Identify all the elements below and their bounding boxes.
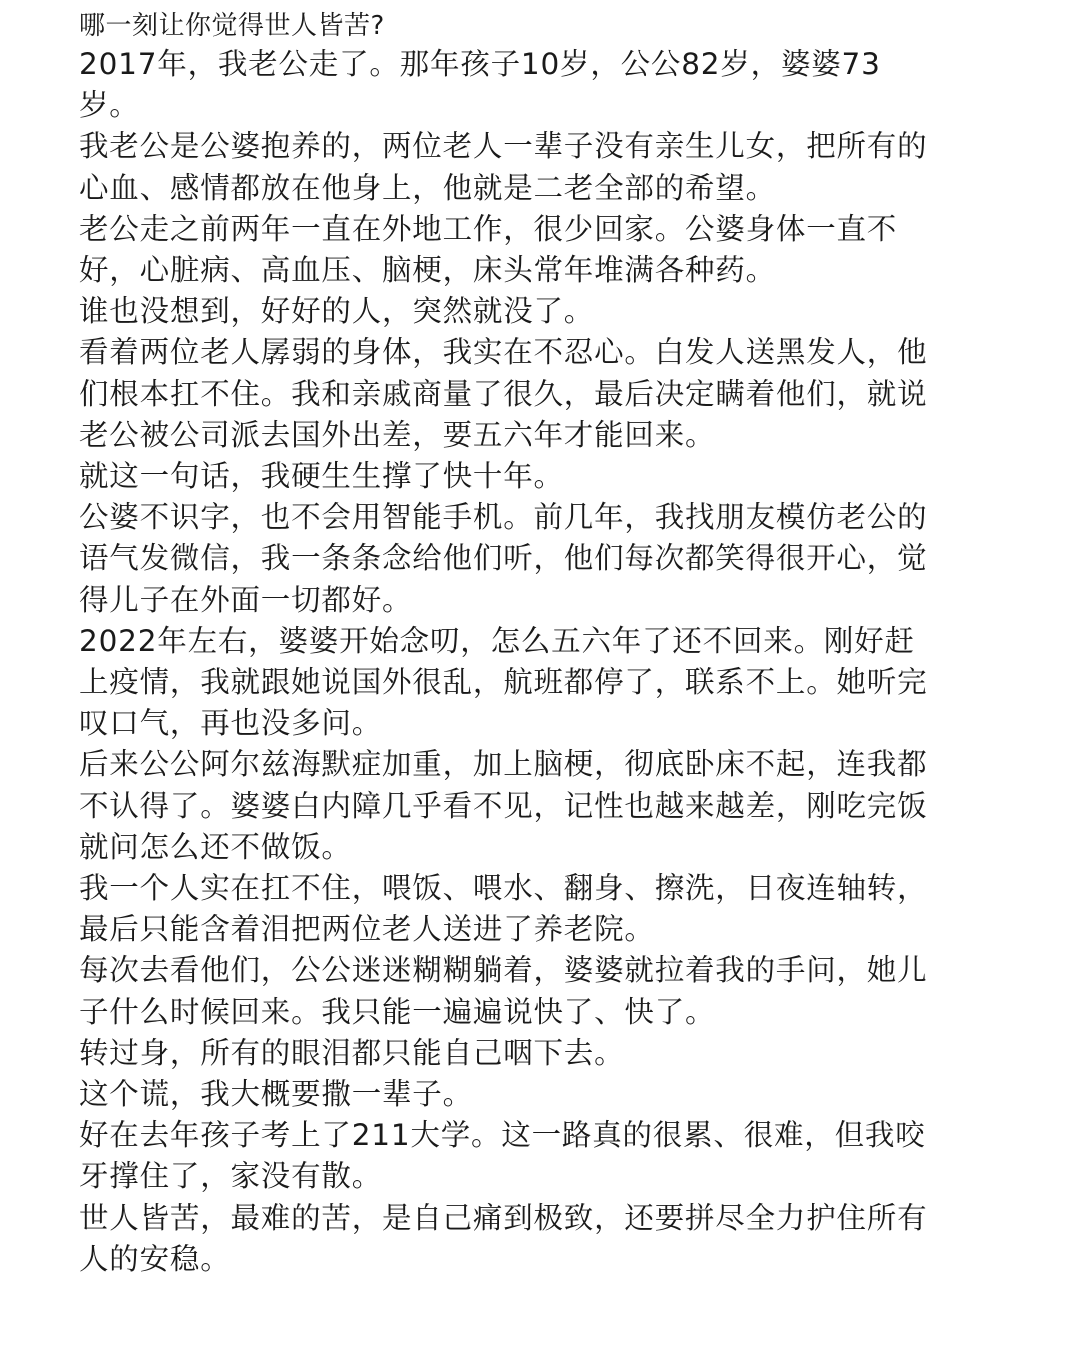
paragraph: 2017年，我老公走了。那年孩子10岁，公公82岁，婆婆73岁。 [79, 47, 881, 123]
paragraph: 转过身，所有的眼泪都只能自己咽下去。 [79, 1035, 625, 1070]
post-title: 哪一刻让你觉得世人皆苦? [79, 11, 385, 41]
paragraph: 这个谎，我大概要撒一辈子。 [79, 1077, 473, 1112]
paragraph: 我老公是公婆抱养的，两位老人一辈子没有亲生儿女，把所有的心血、感情都放在他身上，他就是二老全部的希望。 [79, 129, 928, 205]
paragraph: 老公走之前两年一直在外地工作，很少回家。公婆身体一直不好，心脏病、高血压、脑梗，床头常年堆满各种药。 [79, 211, 898, 288]
paragraph: 谁也没想到，好好的人，突然就没了。 [79, 294, 595, 329]
paragraph: 我一个人实在扛不住，喂饭、喂水、翻身、擦洗，日夜连轴转，最后只能含着泪把两位老人送进了养老院。 [79, 871, 928, 947]
paragraph: 2022年左右，婆婆开始念叨，怎么五六年了还不回来。刚好赶上疫情，我就跟她说国外很乱，航班都停了，联系不上。她听完叹口气，再也没多问。 [79, 623, 928, 741]
paragraph: 后来公公阿尔兹海默症加重，加上脑梗，彻底卧床不起，连我都不认得了。婆婆白内障几乎看不见，记性也越来越差，刚吃完饭就问怎么还不做饭。 [79, 747, 928, 864]
paragraph: 就这一句话，我硬生生撑了快十年。 [79, 459, 564, 494]
paragraph: 世人皆苦，最难的苦，是自己痛到极致，还要拼尽全力护住所有人的安稳。 [79, 1200, 928, 1276]
paragraph: 每次去看他们，公公迷迷糊糊躺着，婆婆就拉着我的手问，她儿子什么时候回来。我只能一遍遍说快了、快了。 [79, 953, 928, 1029]
paragraph: 公婆不识字，也不会用智能手机。前几年，我找朋友模仿老公的语气发微信，我一条条念给他们听，他们每次都笑得很开心，觉得儿子在外面一切都好。 [79, 500, 928, 617]
paragraph: 看着两位老人孱弱的身体，我实在不忍心。白发人送黑发人，他们根本扛不住。我和亲戚商量了很久，最后决定瞒着他们，就说老公被公司派去国外出差，要五六年才能回来。 [79, 335, 928, 452]
paragraph: 好在去年孩子考上了211大学。这一路真的很累、很难，但我咬牙撑住了，家没有散。 [79, 1118, 926, 1194]
post-article [79, 8, 929, 1280]
